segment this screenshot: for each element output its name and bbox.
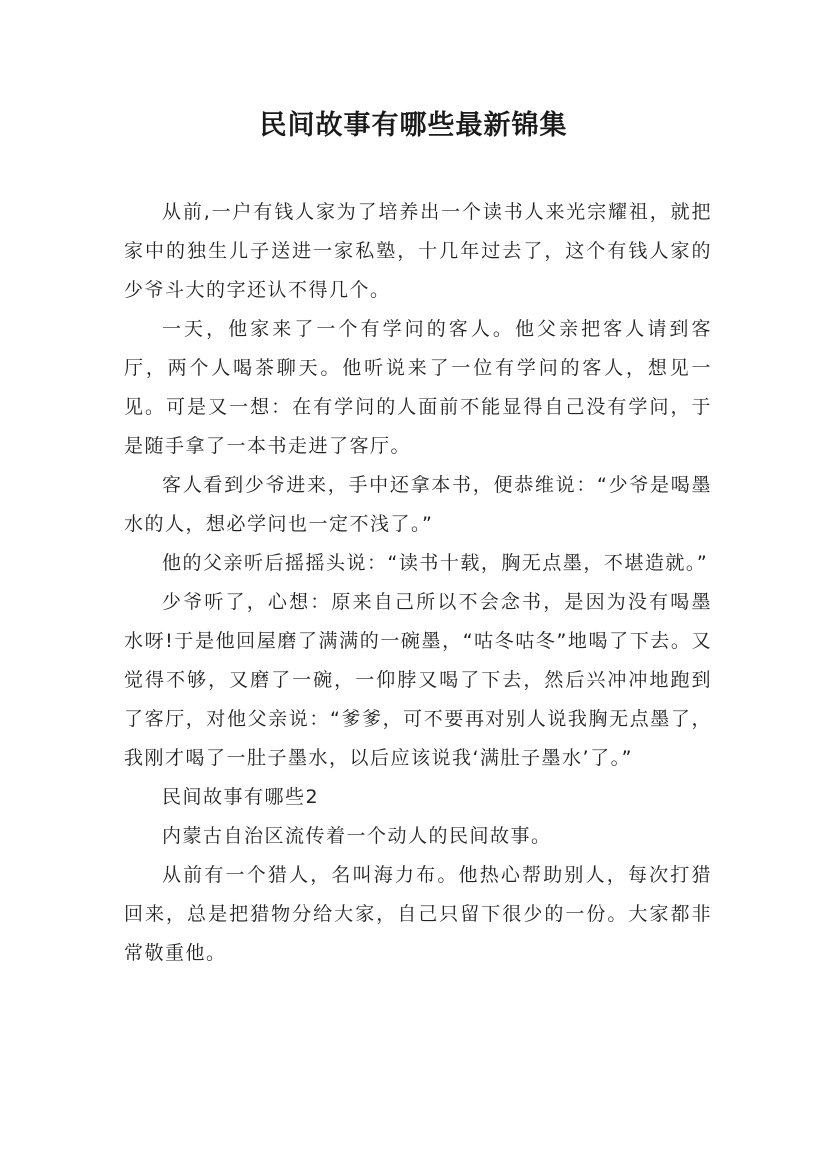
- paragraph: 一天，他家来了一个有学问的客人。他父亲把客人请到客厅，两个人喝茶聊天。他听说来了一位有学问的客人，想见一见。可是又一想：在有学问的人面前不能显得自己没有学问，于是随手拿了一本书走进了客厅。: [124, 318, 712, 457]
- paragraph: 他的父亲听后摇摇头说：“读书十载，胸无点墨，不堪造就。”: [162, 552, 709, 574]
- document-body: [124, 193, 712, 973]
- paragraph: 从前有一个猎人，名叫海力布。他热心帮助别人，每次打猎回来，总是把猎物分给大家，自己只留下很少的一份。大家都非常敬重他。: [124, 864, 712, 964]
- paragraph: 内蒙古自治区流传着一个动人的民间故事。: [162, 825, 552, 847]
- paragraph: 少爷听了，心想：原来自己所以不会念书，是因为没有喝墨水呀!于是他回屋磨了满满的一碗墨，“咕冬咕冬”地喝了下去。又觉得不够，又磨了一碗，一仰脖又喝了下去，然后兴冲冲地跑到了客厅，对他父亲说：“爹爹，可不要再对别人说我胸无点墨了，我刚才喝了一肚子墨水，以后应该说我‘满肚子墨水’了。”: [124, 591, 712, 769]
- section-heading: 民间故事有哪些2: [162, 786, 320, 808]
- document-title: 民间故事有哪些最新锦集: [259, 110, 568, 141]
- paragraph: 从前,一户有钱人家为了培养出一个读书人来光宗耀祖，就把家中的独生儿子送进一家私塾，十几年过去了，这个有钱人家的少爷斗大的字还认不得几个。: [124, 201, 712, 301]
- paragraph: 客人看到少爷进来，手中还拿本书，便恭维说：“少爷是喝墨水的人，想必学问也一定不浅了。”: [124, 474, 712, 535]
